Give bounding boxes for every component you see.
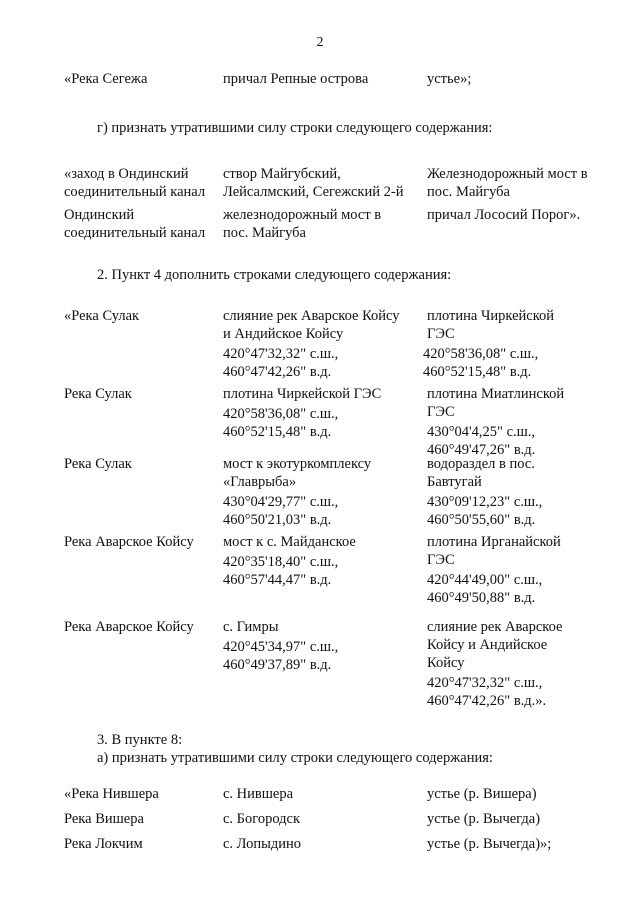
coordinate-longitude: 460°50'21,03" в.д.	[223, 512, 332, 528]
cell-line: устье (р. Вычегда)	[427, 811, 541, 827]
coordinate-latitude: 420°47'32,32" с.ш.,	[427, 675, 543, 691]
coordinate-latitude: 430°04'4,25" с.ш.,	[427, 424, 536, 440]
cell-line: мост к экотуркомплексу	[223, 456, 372, 472]
cell-line: Река Сулак	[64, 456, 132, 472]
coordinate-longitude: 460°49'37,89" в.д.	[223, 657, 332, 673]
river-cell	[64, 70, 222, 88]
cell-line: «Река Сегежа	[64, 71, 148, 87]
end-point-cell	[427, 785, 607, 803]
coordinate-longitude: 460°52'15,48" в.д.	[423, 364, 532, 380]
end-point-cell	[427, 455, 607, 529]
start-point-cell	[223, 206, 423, 242]
cell-line: с. Лопыдино	[223, 836, 302, 852]
coordinate-latitude: 420°44'49,00" с.ш.,	[427, 572, 543, 588]
cell-line: «Река Нившера	[64, 786, 159, 802]
paragraph-3: 3. В пункте 8:	[97, 732, 183, 748]
coordinate-latitude: 430°04'29,77" с.ш.,	[223, 494, 339, 510]
cell-line: плотина Чиркейской	[427, 308, 555, 324]
river-cell	[64, 810, 222, 828]
cell-line: железнодорожный мост в	[223, 207, 382, 223]
cell-line: плотина Ирганайской	[427, 534, 561, 550]
cell-line: причал Репные острова	[223, 71, 369, 87]
cell-line: с. Богородск	[223, 811, 301, 827]
start-point-cell	[223, 533, 423, 589]
coordinate-latitude: 430°09'12,23" с.ш.,	[427, 494, 543, 510]
start-point-cell	[223, 455, 423, 529]
river-cell	[64, 307, 222, 325]
cell-line: слияние рек Аварское Койсу	[223, 308, 400, 324]
cell-line: слияние рек Аварское	[427, 619, 563, 635]
cell-line: соединительный канал	[64, 225, 206, 241]
cell-line: Койсу и Андийское	[427, 637, 548, 653]
coordinate-longitude: 460°57'44,47" в.д.	[223, 572, 332, 588]
coordinate-longitude: 460°50'55,60" в.д.	[427, 512, 536, 528]
end-point-cell	[423, 307, 607, 381]
start-point-cell	[223, 785, 423, 803]
coordinate-longitude: 460°49'50,88" в.д.	[427, 590, 536, 606]
coordinate-latitude: 420°58'36,08" с.ш.,	[423, 346, 539, 362]
start-point-cell	[223, 618, 423, 674]
cell-line: плотина Миатлинской	[427, 386, 565, 402]
coordinate-latitude: 420°45'34,97" с.ш.,	[223, 639, 339, 655]
coordinate-longitude: 460°47'42,26" в.д.	[223, 364, 332, 380]
start-point-cell	[223, 165, 423, 201]
river-cell	[64, 618, 222, 636]
river-cell	[64, 165, 222, 201]
start-point-cell	[223, 70, 423, 88]
cell-line: мост к с. Майданское	[223, 534, 356, 550]
cell-line: соединительный канал	[64, 184, 206, 200]
cell-line: Бавтугай	[427, 474, 482, 490]
start-point-cell	[223, 385, 423, 441]
start-point-cell	[223, 307, 423, 381]
cell-line: Река Вишера	[64, 811, 144, 827]
cell-line: «Главрыба»	[223, 474, 297, 490]
paragraph-g: г) признать утратившими силу строки следующего содержания:	[97, 120, 493, 136]
cell-line: Река Сулак	[64, 386, 132, 402]
end-point-cell	[427, 70, 607, 88]
end-point-cell	[427, 206, 607, 224]
paragraph-2: 2. Пункт 4 дополнить строками следующего содержания:	[97, 267, 452, 283]
end-point-cell	[427, 165, 607, 201]
coordinate-longitude: 460°49'47,26" в.д.	[427, 442, 536, 458]
coordinate-latitude: 420°47'32,32" с.ш.,	[223, 346, 339, 362]
page-number: 2	[316, 35, 324, 50]
cell-line: плотина Чиркейской ГЭС	[223, 386, 382, 402]
river-cell	[64, 785, 222, 803]
coordinate-latitude: 420°58'36,08" с.ш.,	[223, 406, 339, 422]
river-cell	[64, 385, 222, 403]
cell-line: «Река Сулак	[64, 308, 140, 324]
paragraph-3a: а) признать утратившими силу строки следующего содержания:	[97, 750, 493, 766]
start-point-cell	[223, 810, 423, 828]
cell-line: «заход в Ондинский	[64, 166, 189, 182]
start-point-cell	[223, 835, 423, 853]
end-point-cell	[427, 835, 607, 853]
cell-line: Река Локчим	[64, 836, 143, 852]
cell-line: створ Майгубский,	[223, 166, 341, 182]
river-cell	[64, 206, 222, 242]
cell-line: с. Гимры	[223, 619, 279, 635]
cell-line: ГЭС	[427, 552, 455, 568]
end-point-cell	[427, 533, 607, 607]
cell-line: Ондинский	[64, 207, 135, 223]
cell-line: Лейсалмский, Сегежский 2-й	[223, 184, 404, 200]
cell-line: устье (р. Вычегда)»;	[427, 836, 552, 852]
cell-line: ГЭС	[427, 326, 455, 342]
coordinate-longitude: 460°52'15,48" в.д.	[223, 424, 332, 440]
cell-line: Койсу	[427, 655, 465, 671]
cell-line: Река Аварское Койсу	[64, 534, 194, 550]
cell-line: ГЭС	[427, 404, 455, 420]
coordinate-longitude: 460°47'42,26" в.д.».	[427, 693, 547, 709]
river-cell	[64, 835, 222, 853]
end-point-cell	[427, 385, 607, 459]
end-point-cell	[427, 810, 607, 828]
river-cell	[64, 455, 222, 473]
coordinate-latitude: 420°35'18,40" с.ш.,	[223, 554, 339, 570]
cell-line: причал Лососий Порог».	[427, 207, 581, 223]
cell-line: устье»;	[427, 71, 472, 87]
river-cell	[64, 533, 222, 551]
cell-line: с. Нившера	[223, 786, 294, 802]
cell-line: пос. Майгуба	[427, 184, 510, 200]
cell-line: водораздел в пос.	[427, 456, 535, 472]
cell-line: устье (р. Вишера)	[427, 786, 537, 802]
cell-line: Река Аварское Койсу	[64, 619, 194, 635]
cell-line: и Андийское Койсу	[223, 326, 344, 342]
end-point-cell	[427, 618, 607, 710]
cell-line: Железнодорожный мост в	[427, 166, 588, 182]
cell-line: пос. Майгуба	[223, 225, 306, 241]
